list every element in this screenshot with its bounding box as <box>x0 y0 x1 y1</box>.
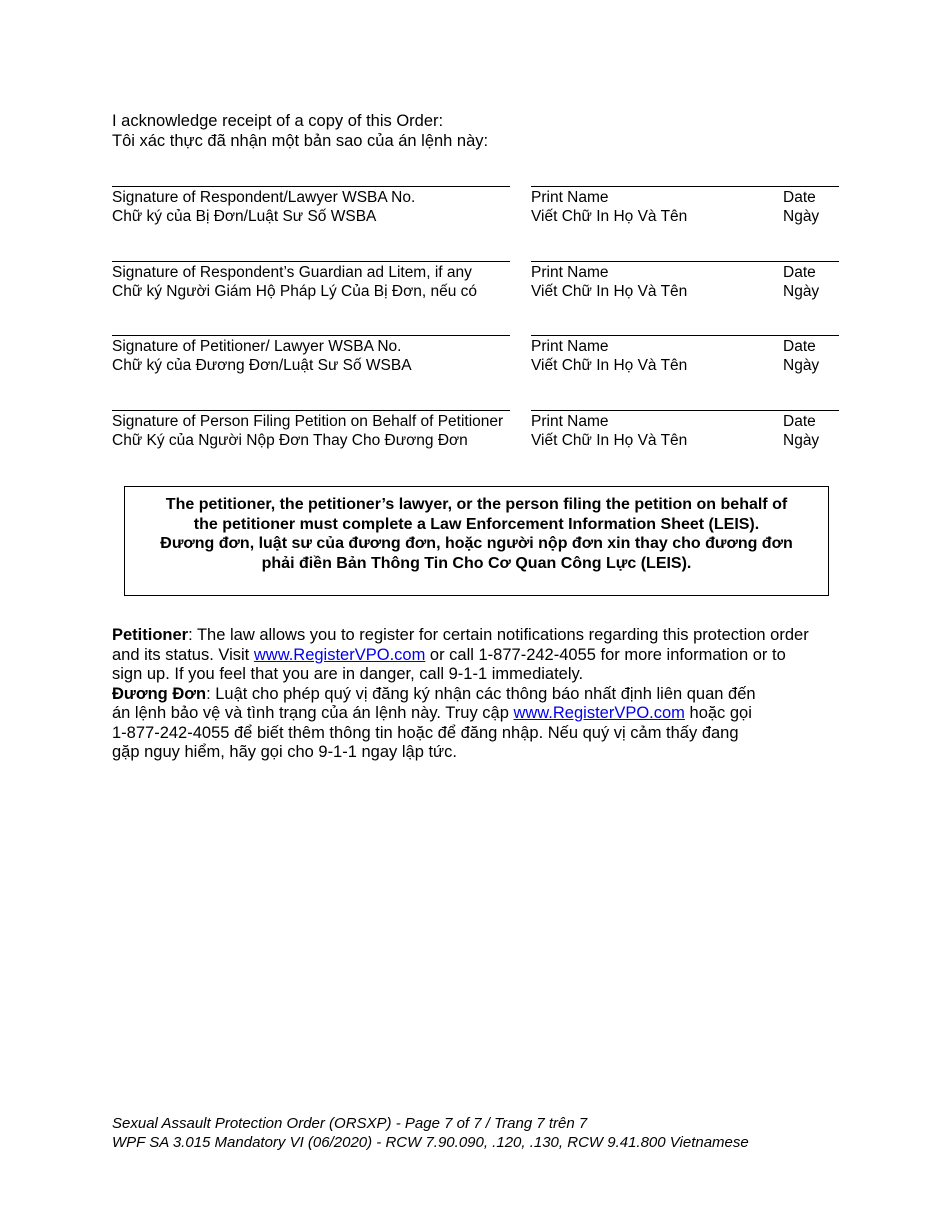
info-text: : The law allows you to register for certain notifications regarding this protection order <box>188 626 809 644</box>
signature-label-en: Signature of Petitioner/ Lawyer WSBA No. <box>112 338 402 355</box>
info-text: : Luật cho phép quý vị đăng ký nhận các thông báo nhất định liên quan đến <box>206 684 756 703</box>
info-vi-line-3: 1-877-242-4055 để biết thêm thông tin hoặc để đăng nhập. Nếu quý vị cảm thấy đang <box>112 723 739 742</box>
date-field[interactable] <box>782 186 839 226</box>
print-name-field[interactable] <box>531 410 782 450</box>
notice-line: the petitioner must complete a Law Enforcement Information Sheet (LEIS). <box>193 515 760 533</box>
notification-info <box>112 626 842 763</box>
footer-line-1: Sexual Assault Protection Order (ORSXP) - Page 7 of 7 / Trang 7 trên 7 <box>112 1115 588 1132</box>
acknowledgement-vi: Tôi xác thực đã nhận một bản sao của án lệnh này: <box>112 131 489 150</box>
info-vi-line-4: gặp nguy hiểm, hãy gọi cho 9-1-1 ngay lập tức. <box>112 743 457 761</box>
date-field[interactable] <box>782 410 839 450</box>
page-footer <box>112 1115 749 1152</box>
notice-line: Đương đơn, luật sư của đương đơn, hoặc người nộp đơn xin thay cho đương đơn <box>160 535 793 552</box>
date-label-vi: Ngày <box>783 357 820 374</box>
notice-line: phải điền Bản Thông Tin Cho Cơ Quan Công Lực (LEIS). <box>261 554 692 572</box>
register-vpo-link-vi[interactable]: www.RegisterVPO.com <box>513 704 685 722</box>
signature-label-vi: Chữ ký của Đương Đơn/Luật Sư Số WSBA <box>112 357 412 374</box>
signature-field[interactable] <box>112 410 510 450</box>
signature-row-guardian <box>112 261 839 305</box>
info-en-line-3: sign up. If you feel that you are in danger, call 9-1-1 immediately. <box>112 665 584 683</box>
notice-line: The petitioner, the petitioner’s lawyer, or the person filing the petition on behalf of <box>165 496 788 513</box>
signature-row-filer <box>112 410 839 454</box>
print-name-label-vi: Viết Chữ In Họ Và Tên <box>531 357 688 374</box>
print-name-label-vi: Viết Chữ In Họ Và Tên <box>531 208 688 225</box>
date-label-vi: Ngày <box>783 208 820 225</box>
info-text: án lệnh bảo vệ và tình trạng của án lệnh này. Truy cập <box>112 704 514 722</box>
signature-row-respondent <box>112 186 839 230</box>
print-name-label-en: Print Name <box>531 264 609 281</box>
leis-notice-box <box>124 486 829 596</box>
print-name-field[interactable] <box>531 335 782 375</box>
info-text: or call 1-877-242-4055 for more information or to <box>425 645 786 664</box>
signature-label-en: Signature of Respondent’s Guardian ad Litem, if any <box>112 264 472 281</box>
date-label-vi: Ngày <box>783 283 820 300</box>
signature-label-en: Signature of Person Filing Petition on Behalf of Petitioner <box>112 413 504 430</box>
petitioner-label: Petitioner <box>112 626 189 644</box>
print-name-label-en: Print Name <box>531 413 609 430</box>
print-name-field[interactable] <box>531 186 782 226</box>
print-name-field[interactable] <box>531 261 782 301</box>
signature-field[interactable] <box>112 335 510 375</box>
info-en-line-1 <box>112 626 842 646</box>
acknowledgement-block <box>112 112 488 151</box>
footer-line-2: WPF SA 3.015 Mandatory VI (06/2020) - RCW 7.90.090, .120, .130, RCW 9.41.800 Vietnamese <box>112 1133 749 1151</box>
date-label-en: Date <box>783 264 816 281</box>
info-en-line-2 <box>112 646 842 666</box>
duong-don-label: Đương Đơn <box>112 684 207 703</box>
print-name-label-en: Print Name <box>531 338 609 355</box>
print-name-label-vi: Viết Chữ In Họ Và Tên <box>531 432 688 449</box>
info-vi-line-1 <box>112 685 842 705</box>
signature-field[interactable] <box>112 186 510 226</box>
signature-label-vi: Chữ ký Người Giám Hộ Pháp Lý Của Bị Đơn, nếu có <box>112 283 478 300</box>
signature-row-petitioner <box>112 335 839 379</box>
info-text: hoặc gọi <box>684 704 752 722</box>
register-vpo-link[interactable]: www.RegisterVPO.com <box>253 645 426 664</box>
date-label-en: Date <box>783 338 816 355</box>
date-field[interactable] <box>782 335 839 375</box>
acknowledgement-en: I acknowledge receipt of a copy of this Order: <box>112 112 444 130</box>
date-field[interactable] <box>782 261 839 301</box>
info-vi-line-2 <box>112 704 842 724</box>
print-name-label-vi: Viết Chữ In Họ Và Tên <box>531 283 688 300</box>
info-text: and its status. Visit <box>112 645 254 664</box>
date-label-en: Date <box>783 189 816 206</box>
signature-field[interactable] <box>112 261 510 301</box>
date-label-vi: Ngày <box>783 432 820 449</box>
date-label-en: Date <box>783 413 816 430</box>
print-name-label-en: Print Name <box>531 189 609 206</box>
signature-label-vi: Chữ ký của Bị Đơn/Luật Sư Số WSBA <box>112 208 377 225</box>
signature-label-vi: Chữ Ký của Người Nộp Đơn Thay Cho Đương Đơn <box>112 432 468 449</box>
signature-label-en: Signature of Respondent/Lawyer WSBA No. <box>112 189 416 206</box>
